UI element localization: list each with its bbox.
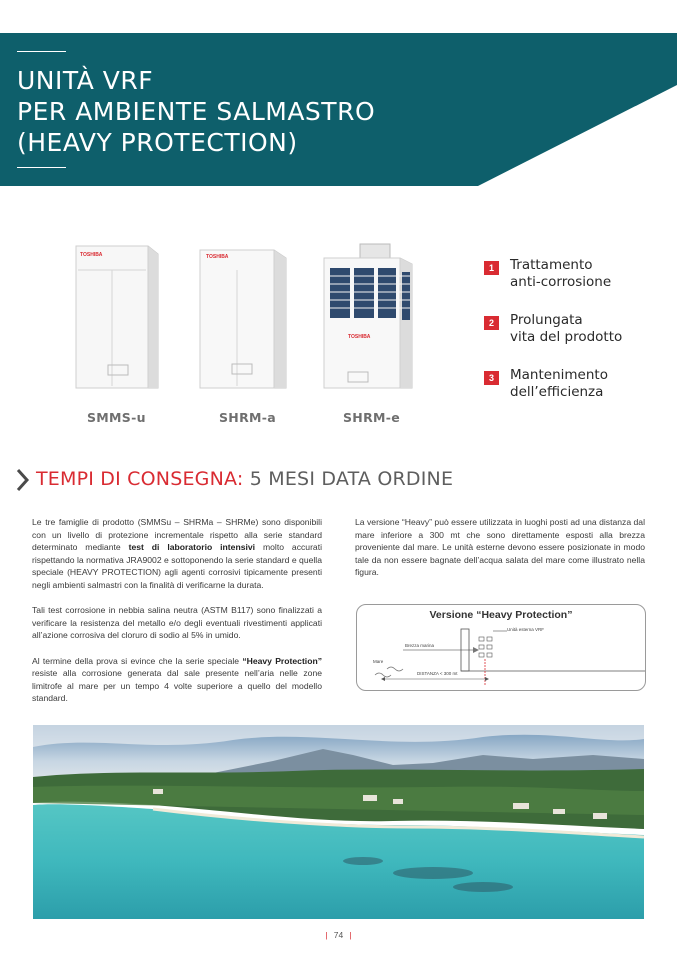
coastal-photo [33, 725, 644, 919]
header-banner [0, 33, 677, 186]
feature-number: 2 [484, 316, 499, 330]
page-title-line1: UNITÀ VRF [17, 66, 154, 95]
title-rule-top [17, 51, 66, 52]
feature-text: Prolungata vita del prodotto [510, 312, 623, 345]
paragraph: La versione “Heavy” può essere utilizzata in luoghi posti ad una distanza dal mare inferiore a 300 mt che sono direttamente esposti alla brezza proveniente dal mare. Le unità esterne devono essere posizionate in modo tale da non essere bagnate dell’acqua salata del mare come illustrato nella figura. [355, 517, 645, 578]
product-label-smms-u: SMMS-u [87, 410, 146, 425]
diagram-title: Versione “Heavy Protection” [429, 609, 573, 621]
feature-number: 3 [484, 371, 499, 385]
feature-number: 1 [484, 261, 499, 275]
chevron-right-icon [16, 468, 30, 492]
title-rule-bottom [17, 167, 66, 168]
page-number: 74 [333, 930, 344, 940]
product-brand: TOSHIBA [80, 252, 103, 258]
right-column-text [355, 516, 645, 592]
product-image-shrm-a [196, 244, 288, 395]
product-brand: TOSHIBA [206, 254, 229, 260]
coastal-landscape-image [33, 725, 644, 919]
heavy-protection-diagram [356, 604, 646, 691]
product-brand: TOSHIBA [348, 334, 371, 340]
product-image-shrm-e [318, 242, 414, 395]
paragraph: Al termine della prova si evince che la serie speciale “Heavy Protection” resiste alla corrosione generata dal sale presente nell’aria nelle zone limitrofe al mare per un tempo 4 volte superiore a quello del modello standard. [32, 655, 322, 704]
feature-text: Trattamento anti-corrosione [510, 257, 612, 290]
feature-text: Mantenimento dell’efficienza [510, 367, 608, 400]
paragraph: Tali test corrosione in nebbia salina neutra (ASTM B117) sono finalizzati a verificare la resistenza del metallo e/o degli eventuali rivestimenti applicati all’azione corrosiva del cloruro di sodio al 5% in umido. [32, 605, 322, 641]
page-title-line2: PER AMBIENTE SALMASTRO [17, 97, 376, 126]
section-heading-red: TEMPI DI CONSEGNA: [36, 468, 244, 490]
diagram-label-wind: Brezza marina [405, 643, 435, 648]
product-label-shrm-a: SHRM-a [219, 410, 276, 425]
diagram-label-sea: Mare [373, 659, 384, 664]
diagram-label-unit: Unità esterna VRF [507, 627, 545, 632]
product-label-shrm-e: SHRM-e [343, 410, 400, 425]
product-image-smms-u [70, 240, 160, 395]
diagram-label-distance: DISTANZA < 300 mt [417, 671, 458, 676]
left-column-text [32, 516, 322, 718]
section-heading-grey: 5 MESI DATA ORDINE [249, 468, 454, 490]
paragraph: Le tre famiglie di prodotto (SMMSu – SHRMa – SHRMe) sono disponibili con un livello di protezione incrementale rispetto alla serie standard determinato mediante test di laboratorio intensivi molto accurati rispettando la normativa JRA9002 e sottoponendo la serie standard e quella speciale (HEAVY PROTECTION) agli agenti corrosivi tipicamente presenti negli ambienti salmastri con la finalità di verificarne la durata. [32, 517, 323, 590]
diagram-drawing [357, 605, 645, 690]
page-footer: | 74 | [325, 930, 352, 940]
page-title-line3: (HEAVY PROTECTION) [17, 128, 298, 157]
